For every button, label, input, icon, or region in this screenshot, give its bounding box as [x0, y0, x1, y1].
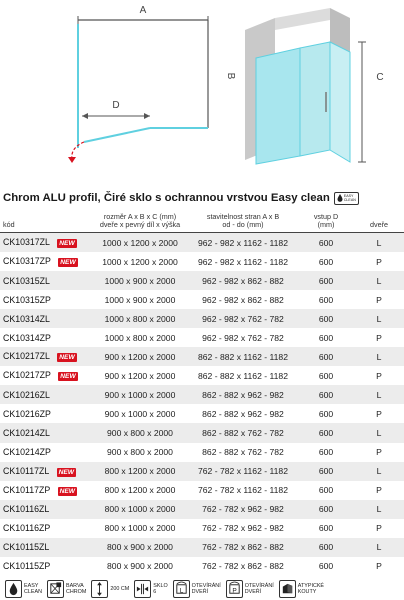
legend-item: [47, 580, 86, 598]
adjust-cell: 762 - 782 x 962 - 982: [188, 500, 298, 519]
adjust-cell: 862 - 882 x 1162 - 1182: [188, 347, 298, 366]
product-code: CK10314ZP: [3, 332, 51, 343]
door-cell: P: [376, 332, 382, 343]
table-row: [0, 500, 404, 519]
new-badge: NEW: [59, 240, 75, 248]
adjust-cell: 762 - 782 x 1162 - 1182: [188, 462, 298, 481]
size-cell: 1000 x 1200 x 2000: [92, 233, 188, 253]
door-cell: L: [354, 347, 404, 366]
legend-item: [134, 580, 167, 598]
legend-item: [5, 580, 42, 598]
badge-line-2: CLEAN: [343, 198, 356, 202]
door-panel: [84, 128, 150, 142]
col-header-code: kód: [0, 208, 92, 233]
atypical-corner-icon: [279, 580, 296, 598]
door-swing-arrow: [68, 157, 76, 163]
product-code-cell: [0, 233, 92, 253]
product-code: CK10315ZL: [3, 275, 50, 286]
adjust-cell: 962 - 982 x 762 - 782: [202, 332, 284, 343]
product-code: CK10216ZP: [3, 408, 51, 419]
door-cell: P: [376, 294, 382, 305]
water-drop-icon: [337, 194, 343, 202]
door-cell: L: [354, 423, 404, 442]
legend-label: [66, 583, 86, 595]
shower-3d-diagram: [245, 8, 384, 164]
size-cell: 900 x 1000 x 2000: [104, 408, 176, 419]
section-heading: [3, 190, 401, 206]
product-code: CK10217ZP: [3, 370, 51, 381]
entry-cell: 600: [318, 408, 334, 419]
door-cell: P: [376, 370, 382, 381]
product-code: CK10116ZP: [3, 523, 51, 534]
legend-line-1: SKLO: [153, 583, 168, 589]
new-badge: NEW: [60, 259, 76, 267]
size-cell: 800 x 1200 x 2000: [92, 462, 188, 481]
product-code-cell: [0, 347, 92, 366]
adjust-cell: 762 - 782 x 1162 - 1182: [198, 485, 288, 496]
product-code-cell: [0, 252, 92, 271]
legend-item: [226, 580, 274, 598]
col-header-entry: [298, 208, 354, 233]
door-cell: P: [376, 523, 382, 534]
size-cell: 900 x 1200 x 2000: [92, 347, 188, 366]
feature-legend: [0, 578, 404, 600]
size-cell: 900 x 1200 x 2000: [104, 370, 176, 381]
door-cell: P: [376, 408, 382, 419]
product-code-cell: [0, 309, 92, 328]
table-row: [0, 538, 404, 557]
table-row: [0, 366, 404, 385]
wall-top: [275, 8, 330, 30]
label-d: D: [112, 100, 120, 111]
label-c: C: [376, 72, 384, 83]
adjust-cell: 962 - 982 x 762 - 782: [188, 309, 298, 328]
product-code: CK10315ZP: [3, 294, 51, 305]
adjust-cell: 962 - 982 x 1162 - 1182: [198, 256, 288, 267]
adjust-cell: 862 - 882 x 1162 - 1182: [198, 370, 288, 381]
door-cell: L: [354, 538, 404, 557]
table-row: [0, 271, 404, 290]
table-row: [0, 481, 404, 500]
table-row: [0, 385, 404, 404]
size-cell: 1000 x 900 x 2000: [104, 294, 176, 305]
product-code-cell: [0, 385, 92, 404]
size-cell: 900 x 1000 x 2000: [92, 385, 188, 404]
entry-cell: 600: [298, 385, 354, 404]
legend-line-2: 6: [153, 589, 157, 595]
product-code-cell: [0, 423, 92, 442]
entry-cell: 600: [298, 233, 354, 253]
product-code-cell: [0, 519, 92, 538]
size-cell: 1000 x 800 x 2000: [104, 332, 176, 343]
legend-item: [173, 580, 221, 598]
size-cell: 1000 x 1200 x 2000: [102, 256, 178, 267]
legend-label: [298, 583, 324, 595]
new-badge: NEW: [59, 487, 76, 495]
entry-cell: 600: [318, 294, 334, 305]
entry-cell: 600: [318, 256, 334, 267]
product-code: CK10317ZL: [3, 237, 50, 248]
legend-line-2: DVEŘÍ: [244, 589, 262, 595]
adjust-cell: 862 - 882 x 962 - 982: [188, 385, 298, 404]
spec-table: [0, 208, 404, 576]
adjust-cell: 762 - 782 x 962 - 982: [202, 523, 284, 534]
col-header-door: dveře: [354, 208, 404, 233]
legend-line-1: OTEVÍRÁNÍ: [191, 583, 221, 589]
adjust-cell: 862 - 882 x 962 - 982: [202, 408, 284, 419]
table-row: [0, 557, 404, 576]
new-badge: NEW: [59, 354, 75, 362]
legend-label: [110, 586, 129, 592]
adjust-cell: 862 - 882 x 762 - 782: [188, 423, 298, 442]
table-row: [0, 252, 404, 271]
door-cell: L: [354, 500, 404, 519]
legend-label: [24, 583, 42, 595]
product-diagrams: [0, 0, 404, 178]
col-header-adjust: [188, 208, 298, 233]
door-right-icon: [226, 580, 243, 598]
legend-line-1: OTEVÍRÁNÍ: [244, 583, 274, 589]
svg-text:L: L: [179, 587, 183, 595]
entry-cell: 600: [298, 309, 354, 328]
water-drop-icon: [5, 580, 22, 598]
floor-plan-diagram: [68, 5, 236, 163]
size-cell: 800 x 900 x 2000: [107, 561, 173, 572]
entry-cell: 600: [318, 447, 334, 458]
diagram-svg: [0, 0, 404, 178]
legend-label: [153, 583, 167, 595]
easy-clean-badge: [334, 192, 359, 205]
table-row: [0, 443, 404, 462]
table-row: [0, 423, 404, 442]
product-code: CK10117ZL: [3, 465, 50, 476]
door-cell: L: [354, 462, 404, 481]
height-icon: [91, 580, 108, 598]
legend-line-1: ATYPICKÉ: [297, 583, 325, 589]
size-cell: 1000 x 800 x 2000: [92, 309, 188, 328]
adjust-cell: 762 - 782 x 862 - 882: [188, 538, 298, 557]
legend-label: [192, 583, 221, 595]
svg-text:P: P: [232, 587, 237, 595]
product-code: CK10115ZP: [3, 561, 51, 572]
profile-color-icon: [47, 580, 64, 598]
size-cell: 800 x 1000 x 2000: [92, 500, 188, 519]
product-code-cell: [0, 404, 92, 423]
door-cell: P: [376, 561, 382, 572]
label-a: A: [139, 5, 147, 16]
table-row: [0, 328, 404, 347]
product-code: CK10217ZL: [3, 351, 50, 362]
table-row: [0, 309, 404, 328]
spec-table-body: [0, 233, 404, 576]
adjust-cell: 762 - 782 x 862 - 882: [202, 561, 284, 572]
door-cell: L: [354, 385, 404, 404]
badge-line-1: EASY: [343, 194, 354, 198]
page-title: Chrom ALU profil, Čiré sklo s ochrannou vrstvou Easy clean: [3, 192, 330, 204]
new-badge: NEW: [58, 468, 75, 476]
entry-cell: 600: [298, 500, 354, 519]
legend-item: [91, 580, 129, 598]
product-code-cell: [0, 500, 92, 519]
legend-item: [279, 580, 324, 598]
size-cell: 900 x 800 x 2000: [92, 423, 188, 442]
arrow-head: [144, 113, 150, 119]
table-row: [0, 462, 404, 481]
legend-line-1: BARVA: [65, 583, 84, 589]
size-cell: 800 x 1200 x 2000: [104, 485, 176, 496]
new-badge: NEW: [60, 373, 76, 381]
door-cell: L: [354, 271, 404, 290]
glass-door: [330, 42, 350, 162]
table-row: [0, 233, 404, 253]
legend-line-2: CLEAN: [24, 589, 42, 595]
table-row: [0, 519, 404, 538]
arrow-head: [82, 113, 88, 119]
glass-thickness-icon: [134, 580, 151, 598]
entry-cell: 600: [318, 485, 334, 496]
product-code-cell: [0, 481, 92, 500]
spec-table-header: [0, 208, 404, 233]
col-header-size-line2: dveře x pevný díl x výška: [99, 220, 181, 229]
adjust-cell: 962 - 982 x 1162 - 1182: [188, 233, 298, 253]
col-header-adjust-line2: od - do (mm): [222, 220, 264, 229]
table-row: [0, 404, 404, 423]
entry-cell: 600: [318, 561, 334, 572]
legend-line-2: KOUTY: [297, 589, 317, 595]
door-cell: P: [376, 485, 382, 496]
col-header-size: [92, 208, 188, 233]
door-cell: P: [376, 447, 382, 458]
size-cell: 800 x 900 x 2000: [92, 538, 188, 557]
legend-label: [245, 583, 274, 595]
entry-cell: 600: [298, 271, 354, 290]
table-row: [0, 290, 404, 309]
size-cell: 1000 x 900 x 2000: [92, 271, 188, 290]
label-b: B: [225, 72, 236, 80]
product-code: CK10214ZL: [3, 427, 50, 438]
entry-cell: 600: [298, 538, 354, 557]
entry-cell: 600: [318, 523, 334, 534]
product-code-cell: [0, 557, 92, 576]
product-code-cell: [0, 538, 92, 557]
product-code: CK10117ZP: [3, 484, 51, 495]
product-code: CK10116ZL: [3, 504, 50, 515]
col-header-entry-line2: (mm): [317, 220, 335, 229]
door-left-icon: [173, 580, 190, 598]
entry-cell: 600: [318, 370, 334, 381]
entry-cell: 600: [298, 423, 354, 442]
entry-cell: 600: [318, 332, 334, 343]
door-cell: L: [354, 309, 404, 328]
product-code-cell: [0, 462, 92, 481]
legend-line-1: 200 CM: [110, 586, 130, 592]
entry-cell: 600: [298, 347, 354, 366]
col-header-size-line1: rozměr A x B x C (mm): [103, 212, 177, 221]
size-cell: 800 x 1000 x 2000: [104, 523, 176, 534]
door-cell: L: [354, 233, 404, 253]
product-code: CK10314ZL: [3, 313, 50, 324]
product-code-cell: [0, 366, 92, 385]
glass-side: [256, 48, 300, 164]
adjust-cell: 962 - 982 x 862 - 882: [188, 271, 298, 290]
table-row: [0, 347, 404, 366]
easy-clean-label: [344, 194, 356, 202]
product-code: CK10216ZL: [3, 389, 50, 400]
product-code-cell: [0, 290, 92, 309]
legend-line-1: EASY: [24, 583, 39, 589]
product-code-cell: [0, 443, 92, 462]
legend-line-2: DVEŘÍ: [191, 589, 209, 595]
adjust-cell: 962 - 982 x 862 - 882: [202, 294, 284, 305]
adjust-cell: 862 - 882 x 762 - 782: [202, 447, 284, 458]
product-code-cell: [0, 271, 92, 290]
entry-cell: 600: [298, 462, 354, 481]
legend-line-2: CHROM: [65, 589, 87, 595]
product-code: CK10214ZP: [3, 447, 51, 458]
col-header-adjust-line1: stavitelnost stran A x B: [206, 212, 280, 221]
product-code-cell: [0, 328, 92, 347]
product-code: CK10115ZL: [3, 542, 50, 553]
size-cell: 900 x 800 x 2000: [107, 447, 173, 458]
col-header-entry-line1: vstup D: [313, 212, 339, 221]
product-code: CK10317ZP: [3, 256, 51, 267]
door-cell: P: [376, 256, 382, 267]
